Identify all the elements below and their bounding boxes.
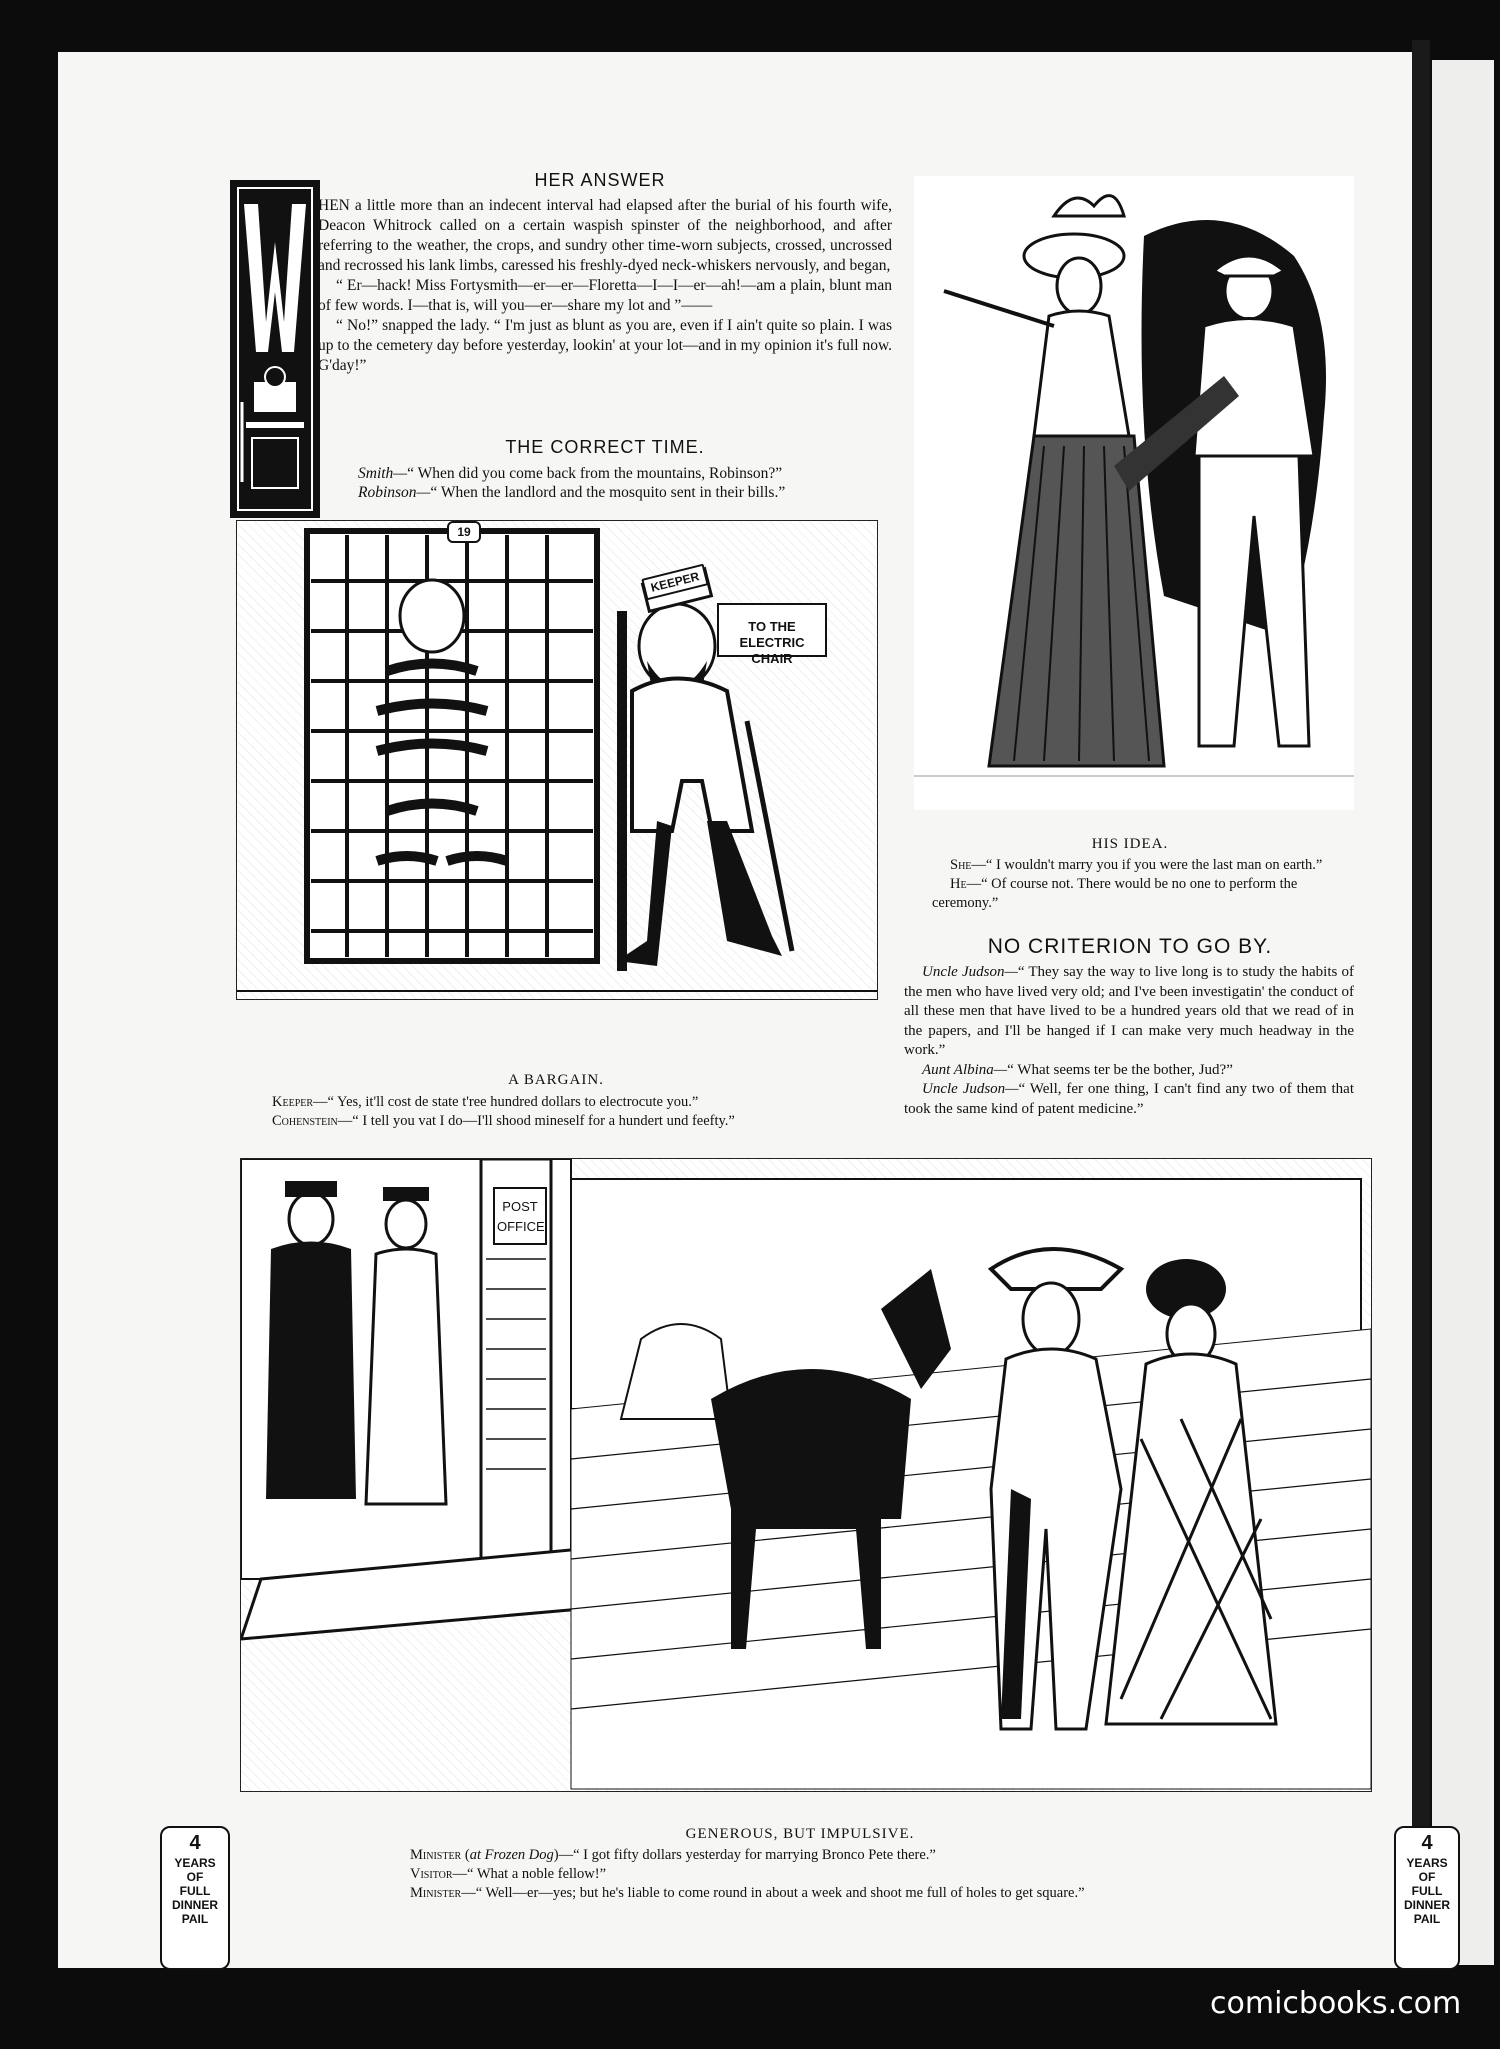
her-answer-para-1: HEN a little more than an indecent interval had elapsed after the burial of his fourth wife, Deacon Whitrock called on a certain waspish spinster of the neighborhood, and after referring to the weather, the crops, and sundry other time-worn subjects, crossed, uncrossed and recrossed his lank limbs, caressed his freshly-dyed neck-whiskers nervously, and began, bbox=[318, 197, 892, 274]
his-idea-speaker-2: He— bbox=[950, 876, 982, 892]
bargain-dialogue bbox=[272, 1093, 892, 1131]
western-street-drawing bbox=[241, 1159, 1371, 1791]
badge-left-line-4: FULL bbox=[179, 1884, 211, 1898]
bargain-title: A BARGAIN. bbox=[508, 1072, 604, 1088]
badge-right-line-4: FULL bbox=[1411, 1884, 1443, 1898]
no-criterion-line-2: “ What seems ter be the bother, Jud?” bbox=[1007, 1061, 1233, 1078]
dinner-pail-badge-left bbox=[160, 1826, 230, 1970]
no-criterion-line-3: “ Well, fer one thing, I can't find any two of them that took the same kind of patent medicine.” bbox=[904, 1081, 1354, 1117]
badge-right-line-5: DINNER bbox=[1403, 1898, 1450, 1912]
correct-time-dialogue bbox=[340, 464, 900, 502]
bargain-speaker-2: Cohenstein— bbox=[272, 1113, 353, 1129]
badge-right-line-6: PAIL bbox=[1413, 1912, 1441, 1926]
drop-cap-ornament bbox=[232, 182, 318, 516]
his-idea-line-2: “ Of course not. There would be no one to perform the ceremony.” bbox=[932, 876, 1298, 911]
his-idea-dialogue bbox=[932, 856, 1354, 913]
badge-left-line-5: DINNER bbox=[171, 1898, 218, 1912]
dinner-pail-badge-right bbox=[1394, 1826, 1460, 1970]
couple-drawing bbox=[914, 176, 1354, 810]
post-office-sign: POST OFFICE bbox=[493, 1187, 547, 1245]
her-answer-body bbox=[318, 196, 892, 376]
keeper-cap-label: KEEPER bbox=[641, 564, 708, 601]
his-idea-line-1: “ I wouldn't marry you if you were the last man on earth.” bbox=[985, 857, 1323, 873]
his-idea-title: HIS IDEA. bbox=[1091, 836, 1169, 852]
no-criterion-speaker-3: Uncle Judson— bbox=[922, 1081, 1019, 1097]
bargain-line-1: “ Yes, it'll cost de state t'ree hundred dollars to electrocute you.” bbox=[327, 1094, 699, 1110]
drop-cap-panel bbox=[230, 180, 320, 518]
page-spine bbox=[1412, 40, 1430, 1968]
generous-line-2: “ What a noble fellow!” bbox=[467, 1866, 607, 1882]
badge-left-line-2: YEARS bbox=[174, 1856, 216, 1870]
site-watermark: comicbooks.com bbox=[1210, 1986, 1462, 2021]
badge-left-line-3: OF bbox=[186, 1870, 204, 1884]
bargain-line-2: “ I tell you vat I do—I'll shood mineself for a hundert und feefty.” bbox=[352, 1113, 735, 1129]
her-answer-para-2: “ Er—hack! Miss Fortysmith—er—er—Floretta—I—I—er—ah!—am a plain, blunt man of few words. I—that is, will you—er—share my lot and ”—— bbox=[318, 277, 892, 314]
generous-line-1: “ I got fifty dollars yesterday for marrying Bronco Pete there.” bbox=[573, 1847, 936, 1863]
generous-speaker-1: Minister bbox=[410, 1847, 462, 1863]
electric-chair-sign: TO THE ELECTRIC CHAIR bbox=[717, 603, 827, 657]
generous-speaker-2: Visitor— bbox=[410, 1866, 468, 1882]
no-criterion-dialogue bbox=[904, 963, 1354, 1119]
no-criterion-speaker-1: Uncle Judson— bbox=[922, 964, 1018, 980]
generous-illustration bbox=[240, 1158, 1372, 1792]
his-idea-illustration bbox=[914, 176, 1354, 810]
badge-left-line-1: 4 bbox=[189, 1832, 201, 1854]
badge-left-line-6: PAIL bbox=[181, 1912, 209, 1926]
bargain-illustration bbox=[236, 520, 878, 1000]
badge-right-line-3: OF bbox=[1418, 1870, 1436, 1884]
generous-title: GENEROUS, BUT IMPULSIVE. bbox=[685, 1826, 915, 1842]
no-criterion-speaker-2: Aunt Albina— bbox=[922, 1061, 1008, 1078]
cell-number-plate: 19 bbox=[447, 521, 481, 543]
no-criterion-line-1: “ They say the way to live long is to study the habits of the men who have lived very old; and I've been investigatin' the conduct of all these men that have lived to be a hundred years old that we read of in the papers, and I'll be hanged if I can make very much headway in the work.” bbox=[904, 964, 1354, 1058]
his-idea-speaker-1: She— bbox=[950, 857, 986, 873]
generous-speaker-3: Minister— bbox=[410, 1885, 476, 1901]
correct-time-line-1: “ When did you come back from the mountains, Robinson?” bbox=[407, 465, 783, 482]
no-criterion-title: NO CRITERION TO GO BY. bbox=[987, 935, 1273, 958]
facing-page-edge bbox=[1432, 60, 1494, 1965]
badge-right-line-2: YEARS bbox=[1406, 1856, 1448, 1870]
her-answer-title: HER ANSWER bbox=[534, 170, 666, 190]
generous-line-3: “ Well—er—yes; but he's liable to come round in about a week and shoot me full of holes to get square.” bbox=[475, 1885, 1085, 1901]
correct-time-title: THE CORRECT TIME. bbox=[505, 437, 705, 457]
correct-time-line-2: “ When the landlord and the mosquito sent in their bills.” bbox=[430, 484, 786, 501]
badge-right-line-1: 4 bbox=[1421, 1832, 1433, 1854]
correct-time-speaker-1: Smith— bbox=[358, 465, 408, 482]
correct-time-speaker-2: Robinson— bbox=[358, 484, 431, 501]
generous-dialogue: Minister (at Frozen Dog)—“ I got fifty dollars yesterday for marrying Bronco Pete there.” Visitor—“ What a noble fellow!” Minister—“ Well—er—yes; but he's liable to come round in about a week and shoot me full of holes to get square.” bbox=[410, 1847, 1085, 1901]
jail-cell-drawing bbox=[237, 521, 877, 999]
bargain-speaker-1: Keeper— bbox=[272, 1094, 328, 1110]
generous-aside-1: at Frozen Dog bbox=[469, 1847, 554, 1863]
her-answer-para-3: “ No!” snapped the lady. “ I'm just as blunt as you are, even if I ain't quite so plain. I was up to the cemetery day before yesterday, lookin' at your lot—and in my opinion it's full now. G'day!” bbox=[318, 317, 892, 374]
